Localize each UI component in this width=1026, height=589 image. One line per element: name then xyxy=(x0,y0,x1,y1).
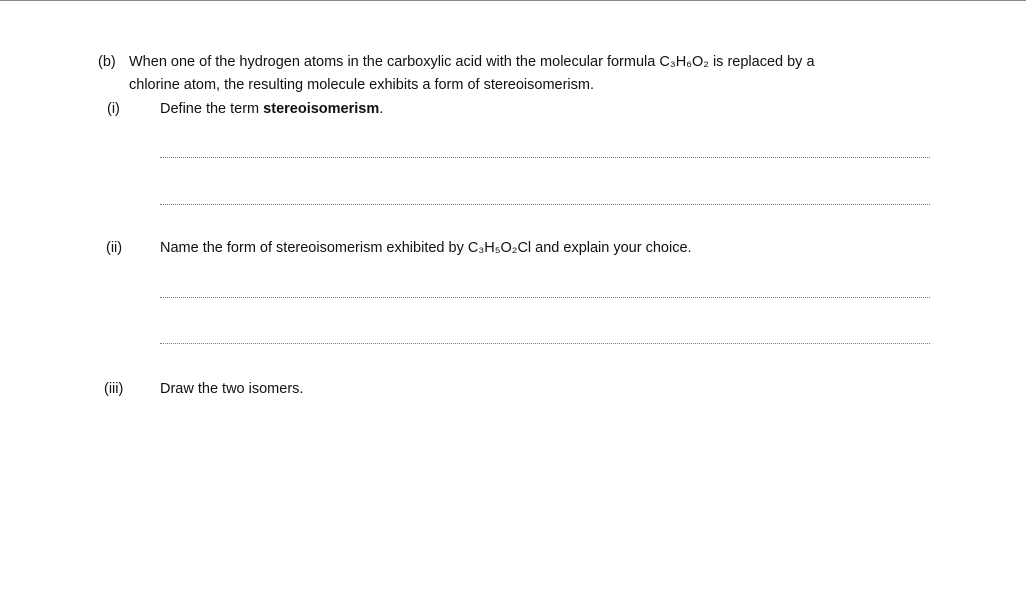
subpart-iii-text: Draw the two isomers. xyxy=(160,381,304,397)
drawing-area[interactable] xyxy=(160,410,930,580)
part-label: (b) xyxy=(98,54,116,70)
subpart-iii-label: (iii) xyxy=(104,381,124,397)
intro-line-2: chlorine atom, the resulting molecule exhibits a form of stereoisomerism. xyxy=(129,77,594,93)
subpart-i-bold-term: stereoisomerism xyxy=(263,101,380,117)
subpart-i-label: (i) xyxy=(107,101,120,117)
page-top-border xyxy=(0,0,1026,1)
answer-line[interactable] xyxy=(160,157,930,158)
subpart-ii-label: (ii) xyxy=(106,240,123,256)
answer-line[interactable] xyxy=(160,204,930,205)
answer-line[interactable] xyxy=(160,343,930,344)
subpart-i-text-after: . xyxy=(379,101,384,117)
answer-line[interactable] xyxy=(160,297,930,298)
subpart-ii-text: Name the form of stereoisomerism exhibited by C₃H₅O₂Cl and explain your choice. xyxy=(160,240,692,256)
subpart-i-text xyxy=(160,100,383,118)
intro-line-1: When one of the hydrogen atoms in the carboxylic acid with the molecular formula C₃H₆O₂ is replaced by a xyxy=(129,54,815,70)
subpart-i-text-before: Define the term xyxy=(160,101,264,117)
